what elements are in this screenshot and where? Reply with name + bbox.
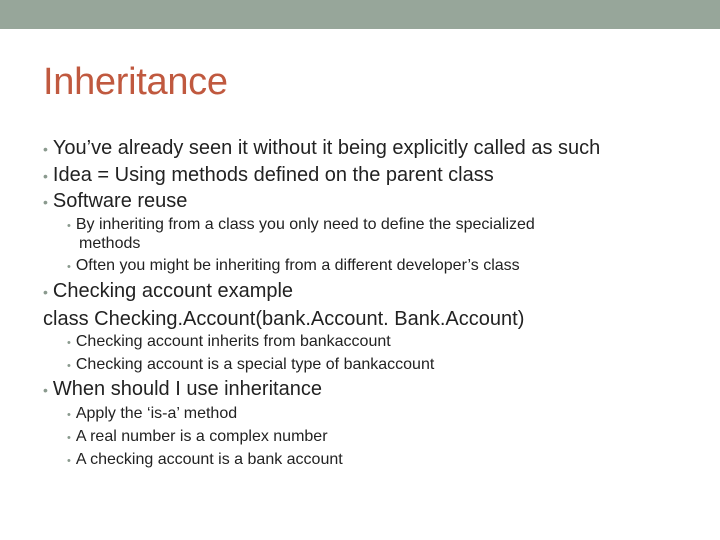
bullet-icon: • bbox=[67, 360, 71, 372]
sub-bullet-continuation bbox=[79, 234, 140, 253]
bullet-icon: • bbox=[67, 261, 71, 273]
code-line bbox=[43, 307, 524, 331]
sub-bullet-line bbox=[67, 404, 237, 425]
bullet-text: Often you might be inheriting from a different developer’s class bbox=[75, 257, 520, 274]
code-text: class Checking.Account(bank.Account. Bank.Account) bbox=[43, 308, 525, 330]
bullet-line bbox=[43, 279, 293, 304]
bullet-text: Software reuse bbox=[52, 190, 188, 212]
bullet-line bbox=[43, 136, 600, 161]
bullet-icon: • bbox=[43, 382, 48, 398]
bullet-text: Checking account is a special type of bankaccount bbox=[75, 356, 435, 373]
bullet-text: Apply the ‘is-a’ method bbox=[75, 405, 238, 422]
sub-bullet-line bbox=[67, 355, 434, 376]
bullet-line bbox=[43, 163, 494, 188]
bullet-icon: • bbox=[67, 409, 71, 421]
bullet-icon: • bbox=[67, 220, 71, 232]
sub-bullet-line bbox=[67, 256, 520, 277]
bullet-text: You’ve already seen it without it being explicitly called as such bbox=[52, 137, 601, 159]
bullet-icon: • bbox=[67, 432, 71, 444]
top-accent-bar bbox=[0, 0, 720, 29]
sub-bullet-line bbox=[67, 427, 328, 448]
bullet-text: methods bbox=[79, 235, 141, 252]
bullet-icon: • bbox=[43, 194, 48, 210]
sub-bullet-line bbox=[67, 215, 535, 236]
bullet-text: By inheriting from a class you only need to define the specialized bbox=[75, 216, 535, 233]
bullet-icon: • bbox=[43, 141, 48, 157]
sub-bullet-line bbox=[67, 450, 343, 471]
bullet-text: When should I use inheritance bbox=[52, 378, 322, 400]
bullet-icon: • bbox=[67, 455, 71, 467]
bullet-icon: • bbox=[67, 337, 71, 349]
bullet-text: A checking account is a bank account bbox=[75, 451, 343, 468]
bullet-icon: • bbox=[43, 168, 48, 184]
bullet-text: Checking account inherits from bankaccount bbox=[75, 333, 391, 350]
bullet-line bbox=[43, 189, 187, 214]
sub-bullet-line bbox=[67, 332, 391, 353]
bullet-line bbox=[43, 377, 322, 402]
bullet-icon: • bbox=[43, 284, 48, 300]
bullet-text: A real number is a complex number bbox=[75, 428, 328, 445]
bullet-text: Idea = Using methods defined on the parent class bbox=[52, 164, 494, 186]
slide-title: Inheritance bbox=[43, 61, 228, 103]
bullet-text: Checking account example bbox=[52, 280, 294, 302]
